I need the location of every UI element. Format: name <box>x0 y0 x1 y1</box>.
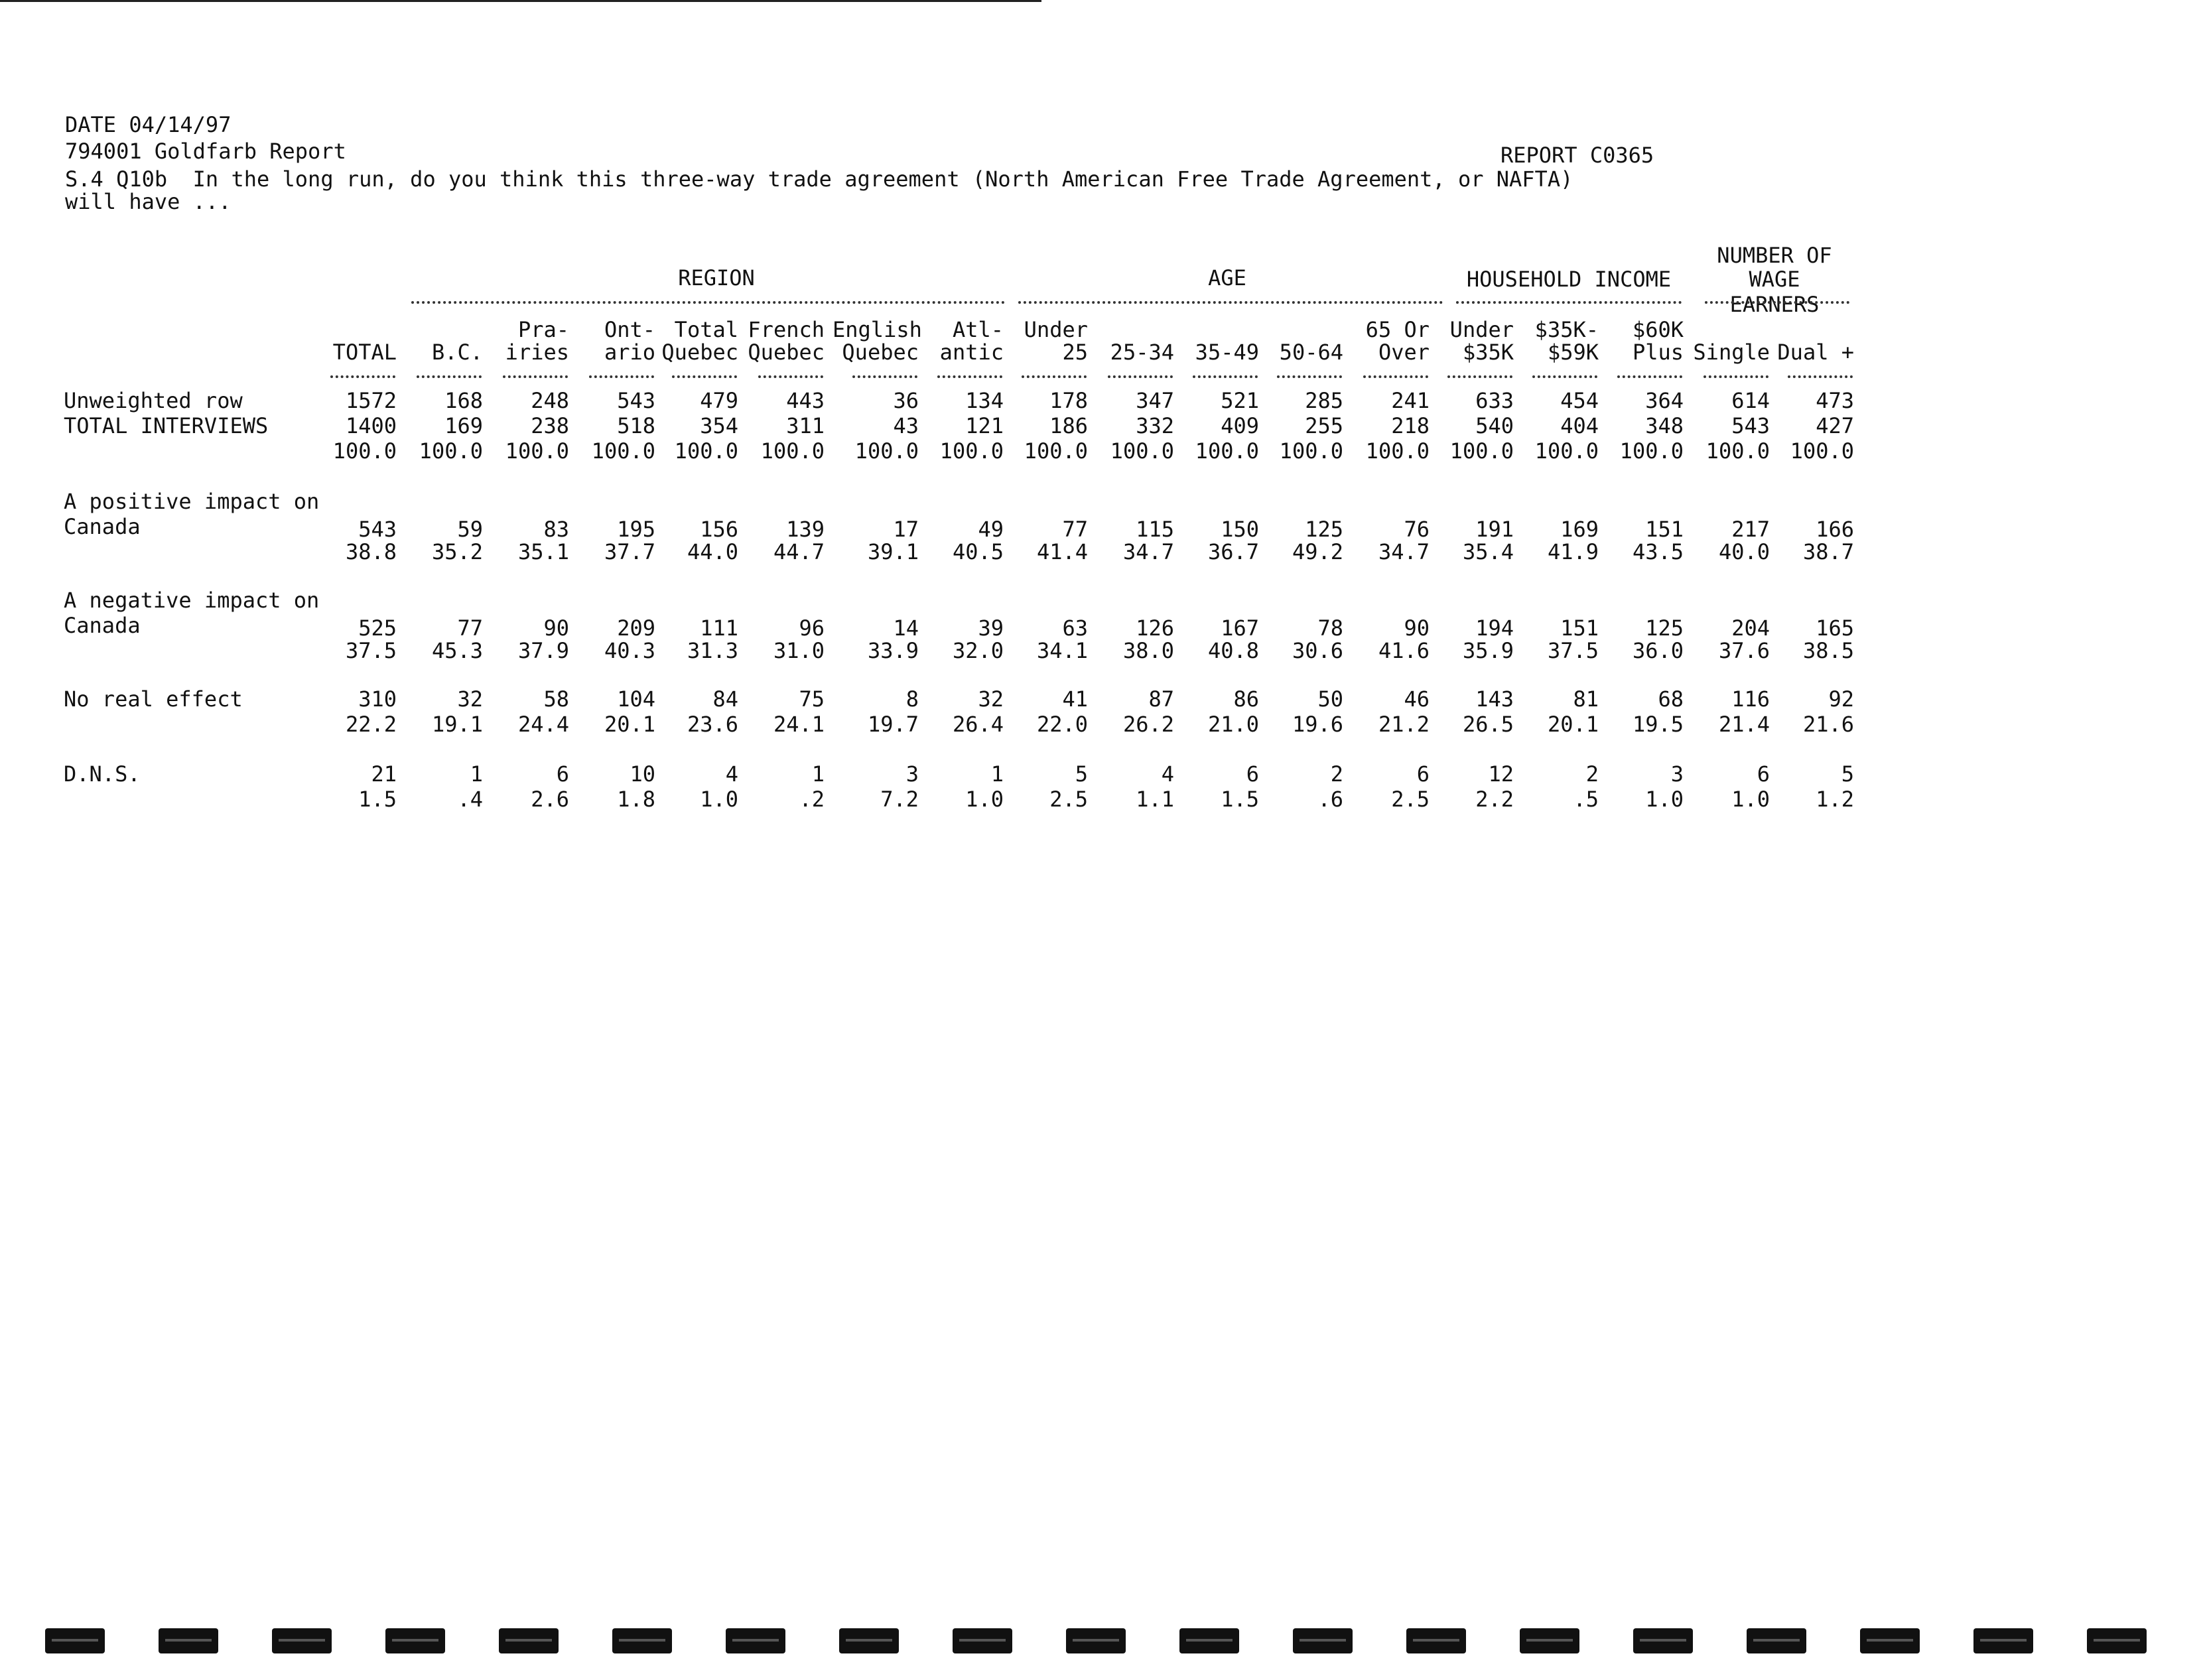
table-cell: 2.5 <box>1049 787 1088 812</box>
table-cell: 518 <box>617 413 655 438</box>
feed-hole <box>1406 1628 1466 1653</box>
table-cell: 21.2 <box>1378 712 1430 737</box>
table-cell: 115 <box>1136 517 1174 542</box>
column-underline <box>330 375 395 378</box>
table-cell: 100.0 <box>419 438 483 464</box>
column-header-l2: 25-34 <box>1110 340 1174 365</box>
column-header-l1: Total <box>674 317 738 342</box>
feed-hole <box>1179 1628 1239 1653</box>
table-cell: 100.0 <box>1619 438 1684 464</box>
table-cell: 92 <box>1828 686 1854 712</box>
table-cell: 427 <box>1816 413 1854 438</box>
table-cell: 6 <box>1757 761 1770 787</box>
table-cell: 191 <box>1475 517 1514 542</box>
table-cell: 100.0 <box>1024 438 1088 464</box>
table-cell: 75 <box>799 686 825 712</box>
table-cell: 194 <box>1475 615 1514 641</box>
table-cell: 100.0 <box>1365 438 1430 464</box>
table-cell: 5 <box>1075 761 1088 787</box>
table-cell: 1.0 <box>965 787 1004 812</box>
feed-hole <box>1066 1628 1126 1653</box>
column-header-l2: Quebec <box>748 340 825 365</box>
feed-hole <box>1633 1628 1693 1653</box>
table-cell: 40.3 <box>604 638 655 663</box>
table-cell: 1400 <box>345 413 397 438</box>
row-label: A positive impact on <box>64 489 320 514</box>
feed-hole <box>1860 1628 1920 1653</box>
table-cell: 19.6 <box>1292 712 1343 737</box>
table-cell: 100.0 <box>1705 438 1770 464</box>
column-header-l2: 50-64 <box>1279 340 1343 365</box>
column-header-l2: Plus <box>1632 340 1684 365</box>
table-cell: 37.6 <box>1718 638 1770 663</box>
table-cell: 44.0 <box>687 539 738 564</box>
table-cell: 8 <box>905 686 919 712</box>
table-cell: 31.3 <box>687 638 738 663</box>
column-header-l2: 25 <box>1062 340 1088 365</box>
table-cell: 24.1 <box>773 712 825 737</box>
table-cell: .2 <box>799 787 825 812</box>
table-cell: 68 <box>1658 686 1684 712</box>
column-header-l1: $35K- <box>1534 317 1599 342</box>
table-cell: 116 <box>1731 686 1770 712</box>
feed-hole <box>612 1628 672 1653</box>
table-cell: 12 <box>1488 761 1514 787</box>
age-divider <box>1018 301 1443 304</box>
column-underline <box>1532 375 1597 378</box>
column-underline <box>852 375 917 378</box>
table-cell: 169 <box>444 413 483 438</box>
feed-hole <box>839 1628 899 1653</box>
feed-hole <box>1973 1628 2033 1653</box>
table-cell: 35.9 <box>1462 638 1514 663</box>
table-cell: 1.0 <box>1645 787 1684 812</box>
column-underline <box>1703 375 1769 378</box>
income-divider <box>1456 301 1682 304</box>
table-cell: 21.0 <box>1207 712 1259 737</box>
table-cell: 1.5 <box>358 787 397 812</box>
column-header-l2: antic <box>939 340 1004 365</box>
column-underline <box>1108 375 1173 378</box>
table-cell: 151 <box>1560 615 1599 641</box>
table-cell: 36.7 <box>1207 539 1259 564</box>
table-cell: 43.5 <box>1632 539 1684 564</box>
table-cell: 39.1 <box>867 539 919 564</box>
table-cell: 40.5 <box>952 539 1004 564</box>
table-cell: 218 <box>1391 413 1430 438</box>
table-cell: 41.6 <box>1378 638 1430 663</box>
column-header-l1: Pra- <box>517 317 569 342</box>
row-label: D.N.S. <box>64 761 141 787</box>
table-cell: 126 <box>1136 615 1174 641</box>
table-cell: 525 <box>358 615 397 641</box>
table-cell: 100.0 <box>332 438 397 464</box>
table-cell: 125 <box>1305 517 1343 542</box>
column-header-l1: Ont- <box>604 317 655 342</box>
table-cell: 10 <box>630 761 655 787</box>
table-cell: 121 <box>965 413 1004 438</box>
table-cell: 38.0 <box>1122 638 1174 663</box>
column-header-l2: iries <box>505 340 569 365</box>
table-cell: .4 <box>457 787 483 812</box>
table-cell: 35.1 <box>517 539 569 564</box>
region-divider <box>411 301 1005 304</box>
table-cell: 22.2 <box>345 712 397 737</box>
table-cell: 143 <box>1475 686 1514 712</box>
group-earners-line1: NUMBER OF <box>1717 243 1832 268</box>
table-cell: 21.6 <box>1802 712 1854 737</box>
row-label: Canada <box>64 514 141 539</box>
table-cell: 23.6 <box>687 712 738 737</box>
column-header-l2: 35-49 <box>1195 340 1259 365</box>
table-cell: 248 <box>531 388 569 413</box>
table-cell: 311 <box>786 413 825 438</box>
table-cell: 156 <box>700 517 738 542</box>
table-cell: 473 <box>1816 388 1854 413</box>
group-age: AGE <box>1208 265 1246 291</box>
report-id: REPORT C0365 <box>1501 143 1654 168</box>
table-cell: 96 <box>799 615 825 641</box>
table-cell: 19.5 <box>1632 712 1684 737</box>
table-cell: 409 <box>1221 413 1259 438</box>
table-cell: 21 <box>371 761 397 787</box>
question-line-1: S.4 Q10b In the long run, do you think this three-way trade agreement (North American Free Trade Agreement, or NAFTA) <box>65 166 1573 192</box>
table-cell: 100.0 <box>1110 438 1174 464</box>
table-cell: 332 <box>1136 413 1174 438</box>
table-cell: 1.8 <box>617 787 655 812</box>
table-cell: 41.9 <box>1547 539 1599 564</box>
column-header-l2: $35K <box>1462 340 1514 365</box>
feed-hole <box>726 1628 785 1653</box>
table-cell: 285 <box>1305 388 1343 413</box>
table-cell: 614 <box>1731 388 1770 413</box>
table-cell: 3 <box>905 761 919 787</box>
feed-hole <box>953 1628 1012 1653</box>
table-cell: 1 <box>470 761 483 787</box>
table-cell: 209 <box>617 615 655 641</box>
column-underline <box>758 375 823 378</box>
table-cell: 50 <box>1317 686 1343 712</box>
earners-divider <box>1705 301 1849 304</box>
table-cell: 40.0 <box>1718 539 1770 564</box>
table-cell: 150 <box>1221 517 1259 542</box>
table-cell: 58 <box>543 686 569 712</box>
table-cell: 217 <box>1731 517 1770 542</box>
table-cell: 151 <box>1645 517 1684 542</box>
table-cell: 77 <box>1062 517 1088 542</box>
table-cell: 310 <box>358 686 397 712</box>
table-cell: 100.0 <box>505 438 569 464</box>
table-cell: 34.7 <box>1378 539 1430 564</box>
table-cell: 44.7 <box>773 539 825 564</box>
table-cell: 543 <box>617 388 655 413</box>
column-header-l2: Single <box>1693 340 1770 365</box>
column-header-l2: TOTAL <box>332 340 397 365</box>
table-cell: 100.0 <box>1790 438 1854 464</box>
table-cell: 100.0 <box>760 438 825 464</box>
column-underline <box>937 375 1002 378</box>
table-cell: 6 <box>1416 761 1430 787</box>
feed-hole <box>45 1628 105 1653</box>
table-cell: 241 <box>1391 388 1430 413</box>
row-label: Unweighted row <box>64 388 243 413</box>
table-cell: 168 <box>444 388 483 413</box>
group-region: REGION <box>678 265 755 291</box>
column-underline <box>417 375 482 378</box>
table-cell: 104 <box>617 686 655 712</box>
table-cell: 540 <box>1475 413 1514 438</box>
column-header-l2: Quebec <box>842 340 919 365</box>
table-cell: 186 <box>1049 413 1088 438</box>
table-cell: 100.0 <box>674 438 738 464</box>
table-cell: 3 <box>1670 761 1684 787</box>
column-header-l2: Over <box>1378 340 1430 365</box>
table-cell: 38.5 <box>1802 638 1854 663</box>
table-cell: 63 <box>1062 615 1088 641</box>
table-cell: 2.6 <box>531 787 569 812</box>
table-cell: 77 <box>457 615 483 641</box>
table-cell: 19.1 <box>431 712 483 737</box>
column-underline <box>1788 375 1853 378</box>
table-cell: 255 <box>1305 413 1343 438</box>
table-cell: 37.5 <box>1547 638 1599 663</box>
top-rule <box>0 0 1041 2</box>
table-cell: 26.2 <box>1122 712 1174 737</box>
table-cell: 86 <box>1233 686 1259 712</box>
table-cell: 100.0 <box>1534 438 1599 464</box>
table-cell: 19.7 <box>867 712 919 737</box>
table-cell: 2.2 <box>1475 787 1514 812</box>
table-cell: 348 <box>1645 413 1684 438</box>
table-cell: 178 <box>1049 388 1088 413</box>
row-label: A negative impact on <box>64 588 320 613</box>
table-cell: 37.5 <box>345 638 397 663</box>
table-cell: 2.5 <box>1391 787 1430 812</box>
table-cell: 443 <box>786 388 825 413</box>
table-cell: 134 <box>965 388 1004 413</box>
table-cell: 32.0 <box>952 638 1004 663</box>
table-cell: 34.7 <box>1122 539 1174 564</box>
table-cell: 46 <box>1404 686 1430 712</box>
row-label: No real effect <box>64 686 243 712</box>
column-header-l1: 65 Or <box>1365 317 1430 342</box>
table-cell: 34.1 <box>1036 638 1088 663</box>
table-cell: 83 <box>543 517 569 542</box>
table-cell: 21.4 <box>1718 712 1770 737</box>
table-cell: 6 <box>1246 761 1259 787</box>
table-cell: 100.0 <box>1449 438 1514 464</box>
table-cell: 169 <box>1560 517 1599 542</box>
table-cell: 35.4 <box>1462 539 1514 564</box>
table-cell: 49 <box>978 517 1004 542</box>
table-cell: 139 <box>786 517 825 542</box>
table-cell: 4 <box>1161 761 1174 787</box>
question-line-2: will have ... <box>65 189 232 214</box>
table-cell: 43 <box>893 413 919 438</box>
table-cell: 17 <box>893 517 919 542</box>
table-cell: 84 <box>712 686 738 712</box>
column-underline <box>1363 375 1428 378</box>
column-underline <box>589 375 654 378</box>
column-underline <box>1022 375 1087 378</box>
row-label: Canada <box>64 613 141 638</box>
table-cell: 1572 <box>345 388 397 413</box>
table-cell: 41 <box>1062 686 1088 712</box>
table-cell: 32 <box>457 686 483 712</box>
column-underline <box>1277 375 1342 378</box>
table-cell: 404 <box>1560 413 1599 438</box>
column-header-l1: Under <box>1449 317 1514 342</box>
table-cell: 33.9 <box>867 638 919 663</box>
table-cell: 2 <box>1585 761 1599 787</box>
table-cell: 14 <box>893 615 919 641</box>
column-header-l1: English <box>833 317 922 342</box>
table-cell: 204 <box>1731 615 1770 641</box>
table-cell: 20.1 <box>604 712 655 737</box>
table-cell: 37.7 <box>604 539 655 564</box>
feed-hole <box>1747 1628 1806 1653</box>
table-cell: 100.0 <box>591 438 655 464</box>
table-cell: 543 <box>358 517 397 542</box>
column-header-l2: Quebec <box>661 340 738 365</box>
table-cell: 125 <box>1645 615 1684 641</box>
feed-hole <box>1293 1628 1353 1653</box>
column-underline <box>672 375 737 378</box>
table-cell: 347 <box>1136 388 1174 413</box>
table-cell: 1 <box>990 761 1004 787</box>
table-cell: 26.4 <box>952 712 1004 737</box>
group-income: HOUSEHOLD INCOME <box>1466 267 1672 292</box>
table-cell: 87 <box>1148 686 1174 712</box>
table-cell: 111 <box>700 615 738 641</box>
table-cell: .5 <box>1573 787 1599 812</box>
table-cell: 38.7 <box>1802 539 1854 564</box>
column-header-l1: French <box>748 317 825 342</box>
table-cell: 40.8 <box>1207 638 1259 663</box>
table-cell: 38.8 <box>345 539 397 564</box>
table-cell: 165 <box>1816 615 1854 641</box>
table-cell: 78 <box>1317 615 1343 641</box>
table-cell: 167 <box>1221 615 1259 641</box>
report-client: 794001 Goldfarb Report <box>65 139 346 164</box>
table-cell: 354 <box>700 413 738 438</box>
table-cell: 37.9 <box>517 638 569 663</box>
table-cell: 20.1 <box>1547 712 1599 737</box>
column-header-l1: Under <box>1024 317 1088 342</box>
table-cell: 633 <box>1475 388 1514 413</box>
column-header-l2: $59K <box>1547 340 1599 365</box>
table-cell: 100.0 <box>1195 438 1259 464</box>
table-cell: 22.0 <box>1036 712 1088 737</box>
table-cell: 76 <box>1404 517 1430 542</box>
table-cell: 7.2 <box>880 787 919 812</box>
table-cell: 5 <box>1841 761 1854 787</box>
table-cell: 454 <box>1560 388 1599 413</box>
table-cell: 100.0 <box>939 438 1004 464</box>
table-cell: 24.4 <box>517 712 569 737</box>
table-cell: 195 <box>617 517 655 542</box>
column-underline <box>1617 375 1682 378</box>
table-cell: 1.0 <box>700 787 738 812</box>
column-header-l1: $60K <box>1632 317 1684 342</box>
table-cell: 59 <box>457 517 483 542</box>
column-underline <box>1193 375 1258 378</box>
column-underline <box>503 375 568 378</box>
table-cell: 100.0 <box>854 438 919 464</box>
feed-hole <box>2087 1628 2147 1653</box>
table-cell: 1.0 <box>1731 787 1770 812</box>
feed-hole <box>499 1628 559 1653</box>
table-cell: 2 <box>1330 761 1343 787</box>
table-cell: 36 <box>893 388 919 413</box>
table-cell: 35.2 <box>431 539 483 564</box>
table-cell: 479 <box>700 388 738 413</box>
column-header-l2: ario <box>604 340 655 365</box>
table-cell: 81 <box>1573 686 1599 712</box>
column-header-l2: Dual + <box>1777 340 1854 365</box>
table-cell: 166 <box>1816 517 1854 542</box>
table-cell: 90 <box>1404 615 1430 641</box>
table-cell: 1.2 <box>1816 787 1854 812</box>
table-cell: 41.4 <box>1036 539 1088 564</box>
feed-hole <box>385 1628 445 1653</box>
table-cell: 1.1 <box>1136 787 1174 812</box>
column-underline <box>1447 375 1512 378</box>
group-earners-line2: WAGE EARNERS <box>1729 267 1820 317</box>
report-date: DATE 04/14/97 <box>65 112 232 137</box>
table-cell: .6 <box>1317 787 1343 812</box>
table-cell: 4 <box>725 761 738 787</box>
table-cell: 39 <box>978 615 1004 641</box>
table-cell: 1.5 <box>1221 787 1259 812</box>
table-cell: 32 <box>978 686 1004 712</box>
table-cell: 45.3 <box>431 638 483 663</box>
row-label: TOTAL INTERVIEWS <box>64 413 269 438</box>
table-cell: 30.6 <box>1292 638 1343 663</box>
column-header-l2: B.C. <box>431 340 483 365</box>
table-cell: 26.5 <box>1462 712 1514 737</box>
feed-hole <box>1520 1628 1579 1653</box>
table-cell: 521 <box>1221 388 1259 413</box>
table-cell: 6 <box>556 761 569 787</box>
table-cell: 543 <box>1731 413 1770 438</box>
table-cell: 364 <box>1645 388 1684 413</box>
table-cell: 1 <box>811 761 825 787</box>
feed-hole <box>272 1628 332 1653</box>
table-cell: 90 <box>543 615 569 641</box>
table-cell: 49.2 <box>1292 539 1343 564</box>
feed-hole <box>159 1628 218 1653</box>
table-cell: 36.0 <box>1632 638 1684 663</box>
table-cell: 238 <box>531 413 569 438</box>
table-cell: 100.0 <box>1279 438 1343 464</box>
column-header-l1: Atl- <box>952 317 1004 342</box>
table-cell: 31.0 <box>773 638 825 663</box>
